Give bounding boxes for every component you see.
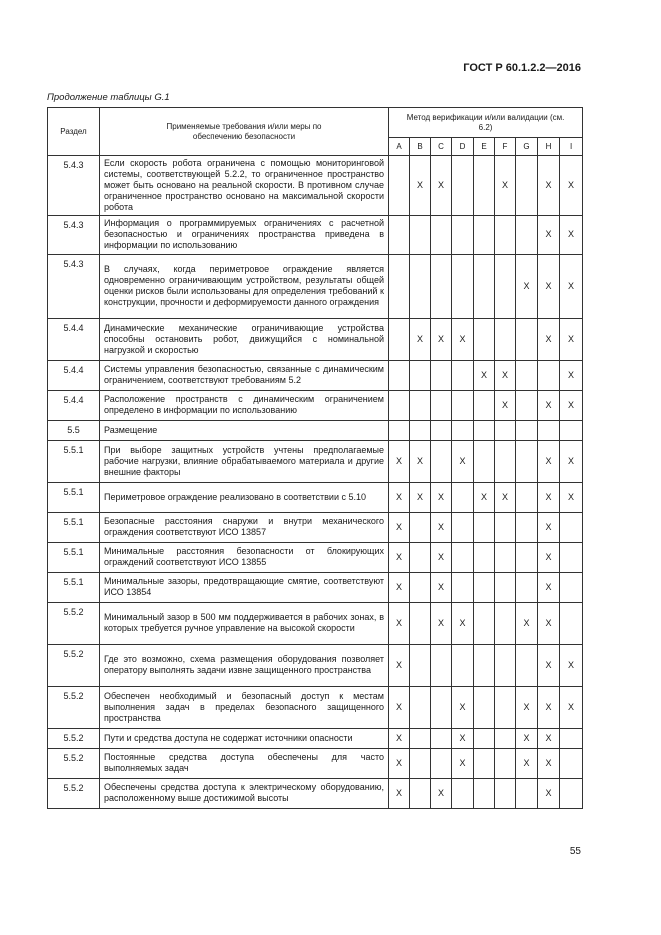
mark-cell-h: X <box>538 778 560 808</box>
row-section: 5.5.2 <box>48 748 100 778</box>
page-number: 55 <box>569 846 581 857</box>
mark-cell-c: X <box>431 156 452 216</box>
mark-cell-b <box>410 390 431 420</box>
mark-cell-f <box>495 254 516 318</box>
table-row <box>48 778 583 808</box>
table-continuation-caption: Продолжение таблицы G.1 <box>47 92 170 103</box>
mark-cell-e <box>474 512 495 542</box>
mark-cell-b: X <box>410 318 431 360</box>
mark-cell-g <box>516 482 538 512</box>
mark-cell-f <box>495 572 516 602</box>
mark-cell-a <box>389 254 410 318</box>
row-requirement: Расположение пространств с динамическим ограничением определено в информации по использованию <box>100 390 389 420</box>
mark-cell-a <box>389 420 410 440</box>
table-row <box>48 440 583 482</box>
mark-cell-c <box>431 748 452 778</box>
mark-cell-h: X <box>538 254 560 318</box>
method-col-a: A <box>389 138 410 156</box>
mark-cell-h: X <box>538 440 560 482</box>
mark-cell-f: X <box>495 482 516 512</box>
mark-cell-g <box>516 542 538 572</box>
row-section: 5.4.4 <box>48 360 100 390</box>
mark-cell-g: X <box>516 254 538 318</box>
mark-cell-f: X <box>495 156 516 216</box>
table-row <box>48 156 583 216</box>
mark-cell-f <box>495 440 516 482</box>
mark-cell-e <box>474 778 495 808</box>
mark-cell-d <box>452 215 474 254</box>
header-method-text: Метод верификации и/или валидации (см. 6.2) <box>406 112 565 132</box>
table-row <box>48 318 583 360</box>
row-section: 5.5.2 <box>48 728 100 748</box>
mark-cell-h: X <box>538 156 560 216</box>
mark-cell-a: X <box>389 572 410 602</box>
mark-cell-i <box>560 572 583 602</box>
mark-cell-e <box>474 156 495 216</box>
mark-cell-e <box>474 254 495 318</box>
mark-cell-g <box>516 318 538 360</box>
table-row <box>48 748 583 778</box>
mark-cell-i: X <box>560 390 583 420</box>
mark-cell-a: X <box>389 778 410 808</box>
standard-code: ГОСТ Р 60.1.2.2—2016 <box>463 62 581 74</box>
mark-cell-f <box>495 644 516 686</box>
mark-cell-c: X <box>431 572 452 602</box>
row-requirement: В случаях, когда периметровое ограждение является одновременно ограничивающим устройством, результаты общей оценки рисков были использованы для определения требований к конструкции, прочности и деформируемости данного ограждения <box>100 254 389 318</box>
table-row <box>48 390 583 420</box>
mark-cell-g <box>516 778 538 808</box>
row-section: 5.5.2 <box>48 686 100 728</box>
row-section: 5.5.2 <box>48 644 100 686</box>
mark-cell-e <box>474 318 495 360</box>
mark-cell-d <box>452 542 474 572</box>
table-row <box>48 360 583 390</box>
mark-cell-c <box>431 360 452 390</box>
row-requirement: Минимальный зазор в 500 мм поддерживается в рабочих зонах, в которых требуется ручное управление на высокой скорости <box>100 602 389 644</box>
row-section: 5.5.2 <box>48 778 100 808</box>
mark-cell-d: X <box>452 602 474 644</box>
mark-cell-a: X <box>389 686 410 728</box>
mark-cell-b <box>410 728 431 748</box>
mark-cell-d: X <box>452 318 474 360</box>
row-requirement: Пути и средства доступа не содержат источники опасности <box>100 728 389 748</box>
mark-cell-a <box>389 360 410 390</box>
mark-cell-a <box>389 215 410 254</box>
table-row <box>48 512 583 542</box>
table-row <box>48 602 583 644</box>
mark-cell-g: X <box>516 686 538 728</box>
row-section: 5.5.1 <box>48 572 100 602</box>
mark-cell-b <box>410 215 431 254</box>
mark-cell-g <box>516 440 538 482</box>
mark-cell-i: X <box>560 686 583 728</box>
mark-cell-d <box>452 482 474 512</box>
row-section: 5.4.3 <box>48 156 100 216</box>
mark-cell-e <box>474 686 495 728</box>
mark-cell-h: X <box>538 602 560 644</box>
row-section: 5.5.1 <box>48 512 100 542</box>
mark-cell-h <box>538 420 560 440</box>
mark-cell-e <box>474 390 495 420</box>
mark-cell-a: X <box>389 542 410 572</box>
mark-cell-i: X <box>560 254 583 318</box>
mark-cell-f <box>495 602 516 644</box>
mark-cell-e <box>474 728 495 748</box>
mark-cell-d: X <box>452 686 474 728</box>
mark-cell-g <box>516 390 538 420</box>
mark-cell-i <box>560 748 583 778</box>
table-row <box>48 482 583 512</box>
mark-cell-f: X <box>495 360 516 390</box>
mark-cell-a: X <box>389 482 410 512</box>
mark-cell-c: X <box>431 512 452 542</box>
row-section: 5.4.3 <box>48 215 100 254</box>
row-requirement: Обеспечены средства доступа к электрическому оборудованию, расположенному выше достижимой высоты <box>100 778 389 808</box>
mark-cell-b <box>410 512 431 542</box>
method-col-i: I <box>560 138 583 156</box>
mark-cell-i: X <box>560 644 583 686</box>
mark-cell-b <box>410 360 431 390</box>
mark-cell-i: X <box>560 482 583 512</box>
method-col-c: C <box>431 138 452 156</box>
mark-cell-g <box>516 420 538 440</box>
mark-cell-h: X <box>538 686 560 728</box>
mark-cell-a: X <box>389 728 410 748</box>
mark-cell-i: X <box>560 360 583 390</box>
mark-cell-e: X <box>474 360 495 390</box>
mark-cell-b <box>410 686 431 728</box>
verification-table <box>47 107 583 809</box>
mark-cell-a: X <box>389 440 410 482</box>
row-requirement: Периметровое ограждение реализовано в соответствии с 5.10 <box>100 482 389 512</box>
mark-cell-d: X <box>452 440 474 482</box>
row-section: 5.5.1 <box>48 542 100 572</box>
mark-cell-f <box>495 420 516 440</box>
mark-cell-c: X <box>431 602 452 644</box>
mark-cell-i: X <box>560 215 583 254</box>
mark-cell-a: X <box>389 748 410 778</box>
mark-cell-h: X <box>538 644 560 686</box>
mark-cell-f <box>495 215 516 254</box>
row-requirement: Минимальные расстояния безопасности от блокирующих ограждений соответствуют ИСО 13855 <box>100 542 389 572</box>
mark-cell-f <box>495 686 516 728</box>
method-col-h: H <box>538 138 560 156</box>
row-section: 5.5.1 <box>48 440 100 482</box>
mark-cell-f <box>495 542 516 572</box>
mark-cell-g <box>516 512 538 542</box>
mark-cell-g <box>516 156 538 216</box>
mark-cell-f <box>495 778 516 808</box>
mark-cell-a <box>389 390 410 420</box>
mark-cell-e <box>474 420 495 440</box>
mark-cell-i: X <box>560 156 583 216</box>
method-col-g: G <box>516 138 538 156</box>
mark-cell-c <box>431 390 452 420</box>
mark-cell-g: X <box>516 748 538 778</box>
mark-cell-b <box>410 542 431 572</box>
mark-cell-d <box>452 156 474 216</box>
row-section: 5.5.1 <box>48 482 100 512</box>
row-requirement: Информация о программируемых ограничениях с расчетной безопасностью и ограничениях пространства приведена в информации по использованию <box>100 215 389 254</box>
mark-cell-a: X <box>389 602 410 644</box>
mark-cell-c <box>431 686 452 728</box>
mark-cell-c <box>431 644 452 686</box>
mark-cell-d <box>452 644 474 686</box>
header-section: Раздел <box>48 108 100 156</box>
table-row <box>48 728 583 748</box>
mark-cell-f <box>495 748 516 778</box>
row-requirement: Динамические механические ограничивающие устройства способны остановить робот, движущийся с номинальной нагрузкой и скоростью <box>100 318 389 360</box>
mark-cell-e <box>474 215 495 254</box>
row-requirement: Постоянные средства доступа обеспечены для часто выполняемых задач <box>100 748 389 778</box>
mark-cell-b <box>410 602 431 644</box>
row-requirement: Безопасные расстояния снаружи и внутри механического ограждения соответствуют ИСО 13857 <box>100 512 389 542</box>
mark-cell-g <box>516 360 538 390</box>
mark-cell-c: X <box>431 778 452 808</box>
mark-cell-c: X <box>431 542 452 572</box>
mark-cell-b: X <box>410 482 431 512</box>
table-row <box>48 254 583 318</box>
row-section: 5.5.2 <box>48 602 100 644</box>
header-method <box>389 108 583 138</box>
mark-cell-i <box>560 728 583 748</box>
mark-cell-d <box>452 778 474 808</box>
row-section: 5.4.4 <box>48 318 100 360</box>
mark-cell-d: X <box>452 728 474 748</box>
mark-cell-g <box>516 572 538 602</box>
mark-cell-h: X <box>538 542 560 572</box>
mark-cell-e <box>474 602 495 644</box>
mark-cell-c: X <box>431 482 452 512</box>
row-requirement: Где это возможно, схема размещения оборудования позволяет оператору выполнять задачи извне защищенного пространства <box>100 644 389 686</box>
mark-cell-e <box>474 440 495 482</box>
mark-cell-i: X <box>560 318 583 360</box>
mark-cell-c <box>431 440 452 482</box>
mark-cell-i <box>560 542 583 572</box>
mark-cell-a: X <box>389 512 410 542</box>
mark-cell-d: X <box>452 748 474 778</box>
table-row <box>48 644 583 686</box>
row-section: 5.4.4 <box>48 390 100 420</box>
mark-cell-h: X <box>538 390 560 420</box>
table-row <box>48 420 583 440</box>
mark-cell-e <box>474 542 495 572</box>
row-section: 5.5 <box>48 420 100 440</box>
mark-cell-f <box>495 512 516 542</box>
mark-cell-b <box>410 644 431 686</box>
mark-cell-h: X <box>538 748 560 778</box>
mark-cell-c <box>431 254 452 318</box>
mark-cell-d <box>452 360 474 390</box>
mark-cell-d <box>452 572 474 602</box>
row-section: 5.4.3 <box>48 254 100 318</box>
header-requirements-text: Применяемые требования и/или меры по обеспечению безопасности <box>166 121 322 141</box>
mark-cell-f <box>495 318 516 360</box>
mark-cell-h: X <box>538 215 560 254</box>
method-col-b: B <box>410 138 431 156</box>
mark-cell-a <box>389 318 410 360</box>
mark-cell-h: X <box>538 318 560 360</box>
row-requirement: Обеспечен необходимый и безопасный доступ к местам выполнения задач в пределах безопасного защищенного пространства <box>100 686 389 728</box>
row-requirement: Минимальные зазоры, предотвращающие смятие, соответствуют ИСО 13854 <box>100 572 389 602</box>
method-col-e: E <box>474 138 495 156</box>
mark-cell-e <box>474 644 495 686</box>
table-row <box>48 686 583 728</box>
mark-cell-i: X <box>560 440 583 482</box>
mark-cell-h <box>538 360 560 390</box>
mark-cell-b <box>410 778 431 808</box>
mark-cell-b <box>410 572 431 602</box>
mark-cell-e <box>474 748 495 778</box>
mark-cell-e <box>474 572 495 602</box>
mark-cell-c <box>431 420 452 440</box>
mark-cell-i <box>560 512 583 542</box>
row-requirement: При выборе защитных устройств учтены предполагаемые рабочие нагрузки, влияние обрабатываемого материала и другие внешние факторы <box>100 440 389 482</box>
row-requirement: Системы управления безопасностью, связанные с динамическим ограничением, соответствуют требованиям 5.2 <box>100 360 389 390</box>
mark-cell-c <box>431 728 452 748</box>
mark-cell-d <box>452 390 474 420</box>
table-row <box>48 542 583 572</box>
mark-cell-g <box>516 644 538 686</box>
mark-cell-b: X <box>410 440 431 482</box>
mark-cell-g <box>516 215 538 254</box>
mark-cell-d <box>452 254 474 318</box>
section-heading: Размещение <box>100 420 389 440</box>
mark-cell-f <box>495 728 516 748</box>
mark-cell-h: X <box>538 728 560 748</box>
row-requirement: Если скорость робота ограничена с помощью мониторинговой системы, соответствующей 5.2.2, то ограниченное пространство может быть основано на реальной скорости. В противном случае ограниченное пространство основано на максимальной скорости робота <box>100 156 389 216</box>
mark-cell-a <box>389 156 410 216</box>
mark-cell-d <box>452 420 474 440</box>
mark-cell-e: X <box>474 482 495 512</box>
mark-cell-h: X <box>538 572 560 602</box>
mark-cell-c: X <box>431 318 452 360</box>
header-requirements <box>100 108 389 156</box>
method-col-d: D <box>452 138 474 156</box>
mark-cell-b <box>410 420 431 440</box>
mark-cell-b <box>410 254 431 318</box>
mark-cell-b <box>410 748 431 778</box>
mark-cell-g: X <box>516 602 538 644</box>
mark-cell-h: X <box>538 482 560 512</box>
mark-cell-c <box>431 215 452 254</box>
mark-cell-f: X <box>495 390 516 420</box>
table-row <box>48 215 583 254</box>
table-row <box>48 572 583 602</box>
mark-cell-i <box>560 420 583 440</box>
mark-cell-d <box>452 512 474 542</box>
mark-cell-i <box>560 602 583 644</box>
mark-cell-g: X <box>516 728 538 748</box>
mark-cell-b: X <box>410 156 431 216</box>
method-col-f: F <box>495 138 516 156</box>
mark-cell-h: X <box>538 512 560 542</box>
mark-cell-i <box>560 778 583 808</box>
mark-cell-a: X <box>389 644 410 686</box>
